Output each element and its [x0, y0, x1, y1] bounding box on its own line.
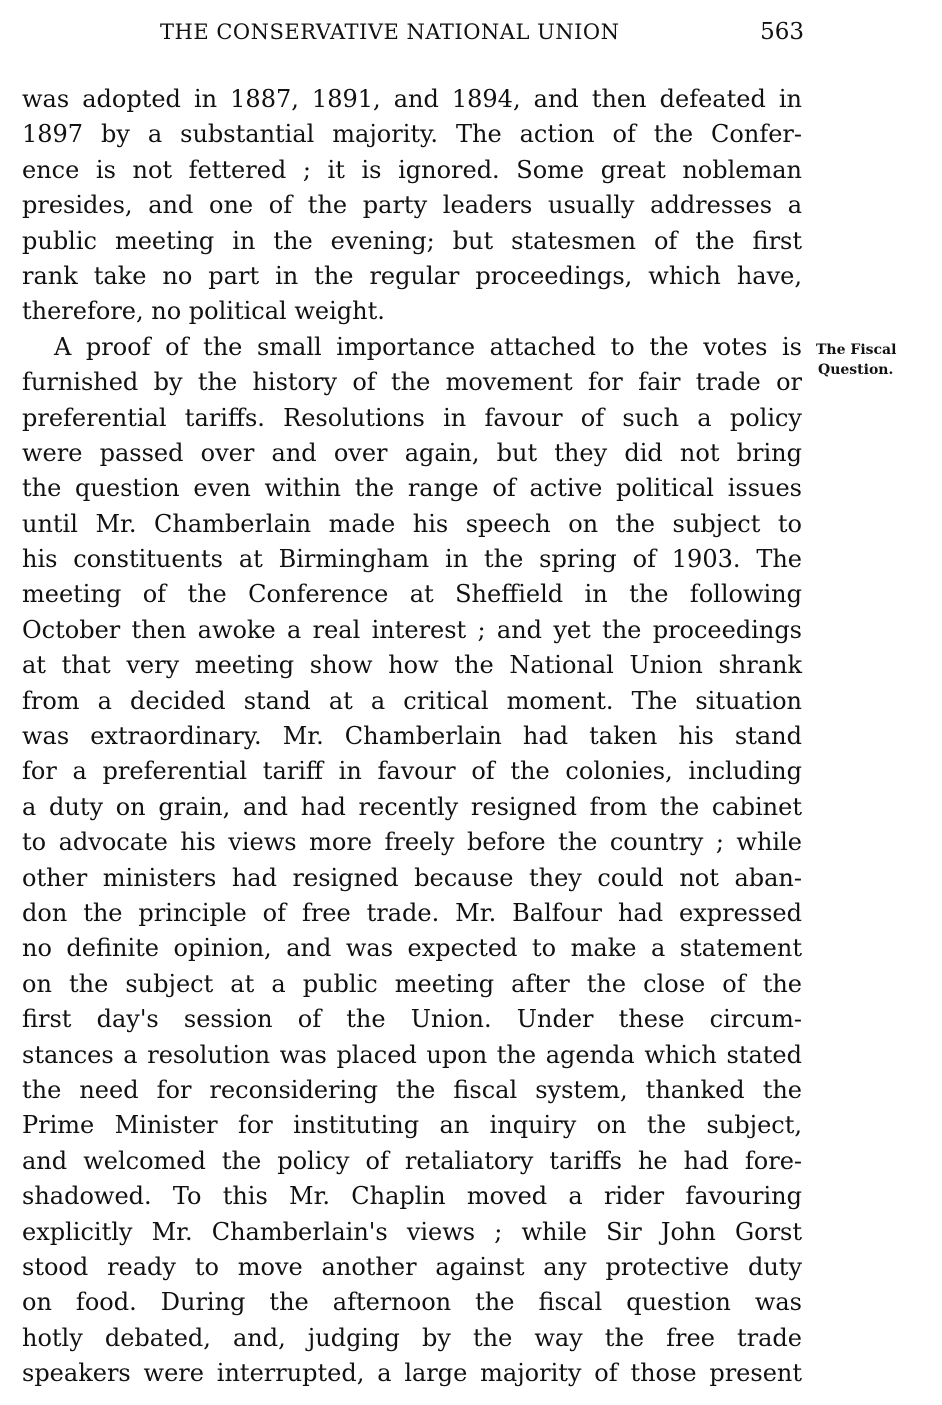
text-line: at that very meeting show how the National Union shrank [22, 651, 802, 680]
text-line: stood ready to move another against any protective duty [22, 1252, 802, 1281]
text-line: hotly debated, and, judging by the way the free trade [22, 1323, 802, 1352]
text-line: speakers were interrupted, a large majority of those present [22, 1359, 802, 1388]
text-line: explicitly Mr. Chamberlain's views ; while Sir John Gorst [22, 1217, 802, 1246]
text-line: the need for reconsidering the fiscal system, thanked the [22, 1075, 802, 1104]
text-line: the question even within the range of active political issues [22, 474, 802, 503]
text-line: Prime Minister for instituting an inquiry on the subject, [22, 1111, 802, 1140]
text-line: were passed over and over again, but they did not bring [22, 438, 802, 467]
text-line: first day's session of the Union. Under these circum- [22, 1005, 802, 1034]
text-line: on the subject at a public meeting after the close of the [22, 969, 802, 998]
text-line: was adopted in 1887, 1891, and 1894, and then defeated in [22, 85, 802, 113]
text-line: rank take no part in the regular proceedings, which have, [22, 261, 802, 290]
running-title: THE CONSERVATIVE NATIONAL UNION [160, 20, 620, 44]
text-line: October then awoke a real interest ; and yet the proceedings [22, 615, 802, 644]
text-line: don the principle of free trade. Mr. Balfour had expressed [22, 898, 802, 927]
text-line: his constituents at Birmingham in the spring of 1903. The [22, 545, 802, 574]
text-line: and welcomed the policy of retaliatory tariffs he had fore- [22, 1146, 802, 1175]
text-line: to advocate his views more freely before the country ; while [22, 828, 802, 857]
text-line: presides, and one of the party leaders usually addresses a [22, 191, 802, 220]
text-line: for a preferential tariff in favour of the colonies, including [22, 757, 802, 786]
body-text [22, 82, 802, 1391]
margin-note [816, 340, 934, 380]
text-line: from a decided stand at a critical moment. The situation [22, 686, 802, 715]
text-line: shadowed. To this Mr. Chaplin moved a rider favouring [22, 1182, 802, 1211]
text-line: A proof of the small importance attached to the votes is [54, 332, 802, 361]
margin-note-line: Question. [818, 362, 894, 378]
text-line: public meeting in the evening; but statesmen of the first [22, 226, 802, 255]
text-line: meeting of the Conference at Sheffield in the following [22, 580, 802, 609]
text-line: other ministers had resigned because they could not aban- [22, 863, 802, 892]
text-line: 1897 by a substantial majority. The action of the Confer- [22, 120, 802, 149]
text-line: on food. During the afternoon the fiscal question was [22, 1288, 802, 1317]
text-line: until Mr. Chamberlain made his speech on the subject to [22, 509, 802, 538]
running-head [22, 18, 804, 46]
text-line: stances a resolution was placed upon the agenda which stated [22, 1040, 802, 1069]
text-line: preferential tariffs. Resolutions in favour of such a policy [22, 403, 802, 432]
page-number: 563 [760, 19, 804, 45]
text-line: was extraordinary. Mr. Chamberlain had taken his stand [22, 722, 802, 751]
text-line: ence is not fettered ; it is ignored. Some great nobleman [22, 155, 802, 184]
paragraph-2 [22, 330, 802, 1392]
text-line: therefore, no political weight. [22, 297, 385, 326]
text-line: no definite opinion, and was expected to make a statement [22, 934, 802, 963]
margin-note-line: The Fiscal [816, 342, 897, 358]
text-line: a duty on grain, and had recently resigned from the cabinet [22, 792, 802, 821]
paragraph-1 [22, 82, 802, 330]
text-line: furnished by the history of the movement for fair trade or [22, 368, 802, 397]
